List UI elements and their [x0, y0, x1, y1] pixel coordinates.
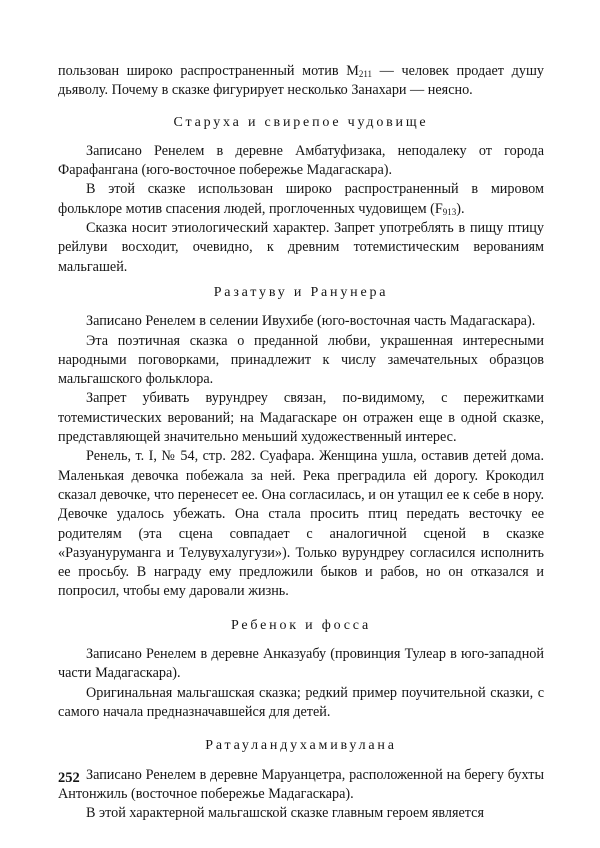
- paragraph: Записано Ренелем в деревне Амбатуфизака, неподалеку от города Фарафангана (юго-восточное побережье Мадагаскара).: [58, 142, 544, 179]
- paragraph: В этой характерной мальгашской сказке главным героем является: [86, 805, 484, 822]
- paragraph: Записано Ренелем в селении Ивухибе (юго-восточная часть Мадагаскара).: [86, 313, 536, 330]
- paragraph-intro: пользован широко распространенный мотив $M_{211}$ — человек продает душу дьяволу. Почему в сказке фигурирует несколько Занахари — неясно.: [58, 63, 544, 99]
- page-body: [58, 62, 544, 823]
- page-number: 252: [58, 770, 80, 786]
- paragraph: Оригинальная мальгашская сказка; редкий пример поучительной сказки, с самого начала предназначавшейся для детей.: [58, 684, 544, 720]
- paragraph: Записано Ренелем в деревне Анказуабу (провинция Тулеар в юго-западной части Мадагаскара).: [58, 646, 544, 682]
- section-heading-staruha: Старуха и свирепое чудовище: [173, 114, 429, 130]
- paragraph: В этой сказке использован широко распространенный в мировом фольклоре мотив спасения людей, проглоченных чудовищем $(F_{913})$.: [58, 181, 544, 217]
- section-heading-rebenok: Ребенок и фосса: [231, 617, 371, 633]
- paragraph: Записано Ренелем в деревне Маруанцетра, расположенной на берегу бухты Антонжиль (восточное побережье Мадагаскара).: [58, 766, 544, 802]
- paragraph: Запрет убивать вурундреу связан, по-видимому, с пережитками тотемистических верований; на Мадагаскаре он отражен еще в одной сказке, представляющей значительно меньший художественный интерес.: [58, 390, 544, 446]
- paragraph: Ренель, т. I, № 54, стр. 282. Суафара. Женщина ушла, оставив детей дома. Маленькая девочка побежала за ней. Река преградила ей дорогу. Крокодил сказал девочке, что перенесет ее. Она согласилась, и он утащил ее к себе в нору. Девочке удалось убежать. Она стала просить птиц передать весточку ее родителям (эта сцена совпадает с аналогичной сценой в сказке «Разуануруманга и Телувухалугузи»). Только вурундреу согласился исполнить ее просьбу. В награду ему предложили быков и рабов, но он отказался и попросил, чтобы ему даровали жизнь.: [58, 448, 544, 600]
- section-heading-rataulanduhamivulana: Ратауландухамивулана: [205, 738, 397, 754]
- paragraph: Эта поэтичная сказка о преданной любви, украшенная интересными народными поговорками, принадлежит к числу замечательных образцов мальгашского фольклора.: [58, 332, 544, 388]
- paragraph: Сказка носит этиологический характер. Запрет употреблять в пищу птицу рейлуви восходит, очевидно, к древним тотемистическим верованиям мальгашей.: [58, 220, 544, 275]
- section-heading-razatuvu: Разатуву и Ранунера: [213, 284, 389, 300]
